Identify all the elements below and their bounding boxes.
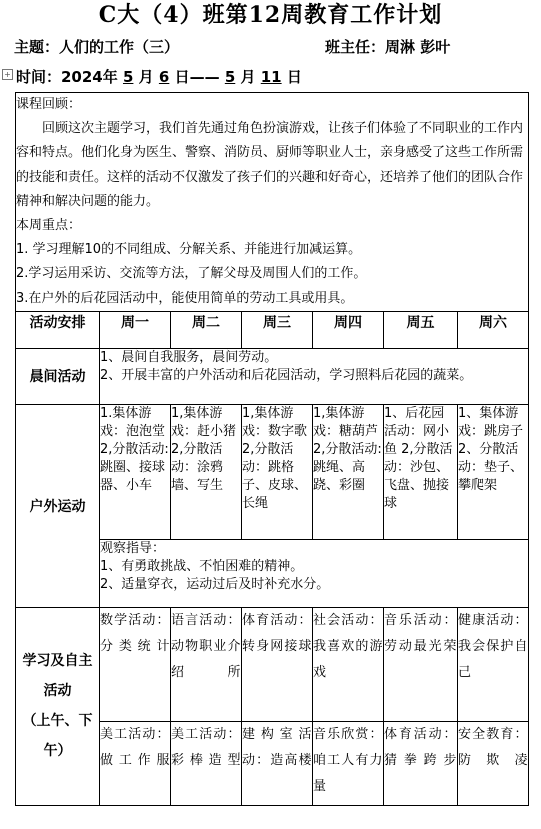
day-wednesday: 周三 <box>242 311 313 348</box>
focus-item-3: 3.在户外的后花园活动中，能使用简单的劳动工具或用具。 <box>16 290 354 306</box>
day-dash: 日—— <box>174 68 220 86</box>
end-month: 5 <box>224 68 236 86</box>
study-wed-2: 建构室活动：造高楼 <box>242 721 313 805</box>
study-mon-1: 数学活动：分类统计 <box>100 607 171 721</box>
study-label <box>16 607 100 805</box>
outdoor-thursday: 1,集体游戏：糖葫芦 2,分散活动:跳绳、高跷、彩圈 <box>313 404 384 539</box>
study-tue-2: 美工活动：彩棒造型 <box>171 721 242 805</box>
date-range <box>16 67 302 87</box>
outdoor-label: 户外运动 <box>16 404 100 607</box>
study-tue-1: 语言活动：动物职业介绍所 <box>171 607 242 721</box>
end-day: 11 <box>260 68 282 86</box>
day-saturday: 周六 <box>458 311 529 348</box>
day-friday: 周五 <box>384 311 458 348</box>
study-label-time: （上午、下午） <box>22 713 93 760</box>
outdoor-friday: 1、后花园活动：网小鱼 2,分散活动：沙包、飞盘、抛接球 <box>384 404 458 539</box>
plan-table <box>15 92 529 806</box>
date-prefix: 时间：2024年 <box>16 68 118 86</box>
page-title: C大（4）班第12周教育工作计划 <box>98 2 443 28</box>
outdoor-monday: 1.集体游戏：泡泡堂 2,分散活动:跳圈、接球器、小车 <box>100 404 171 539</box>
theme-label: 主题：人们的工作（三） <box>14 38 180 56</box>
day-thursday: 周四 <box>313 311 384 348</box>
day-tuesday: 周二 <box>171 311 242 348</box>
review-body: 回顾这次主题学习，我们首先通过角色扮演游戏，让孩子们体验了不同职业的工作内容和特点。他们化身为医生、警察、消防员、厨师等职业人士，亲身感受了这些工作所需的技能和责任。这样的活动不仅激发了孩子们的兴趣和好奇心，还培养了他们的团队合作精神和解决问题的能力。 <box>16 121 524 209</box>
focus-item-1: 1. 学习理解10的不同组成、分解关系、并能进行加减运算。 <box>16 242 362 258</box>
review-heading: 课程回顾： <box>16 97 82 112</box>
study-thu-2: 音乐欣赏：咱工人有力量 <box>313 721 384 805</box>
course-review <box>16 93 529 312</box>
outdoor-tuesday: 1,集体游戏：赶小猪 2,分散活动：涂鸦墙、写生 <box>171 404 242 539</box>
move-handle-icon[interactable]: + <box>2 69 13 80</box>
start-month: 5 <box>122 68 134 86</box>
morning-line-1: 1、晨间自我服务，晨间劳动。 <box>100 349 278 365</box>
observe-line-2: 2、适量穿衣，运动过后及时补充水分。 <box>100 576 330 592</box>
day-monday: 周一 <box>100 311 171 348</box>
study-fri-2: 体育活动：猜拳跨步 <box>384 721 458 805</box>
study-thu-1: 社会活动：我喜欢的游戏 <box>313 607 384 721</box>
observe-heading: 观察指导： <box>100 540 166 556</box>
morning-line-2: 2、开展丰富的户外活动和后花园活动，学习照料后花园的蔬菜。 <box>100 367 473 383</box>
day-char: 日 <box>286 68 302 86</box>
study-fri-1: 音乐活动：劳动最光荣 <box>384 607 458 721</box>
month-char-1: 月 <box>138 68 154 86</box>
observation-guidance <box>100 539 529 607</box>
study-sat-2: 安全教育：防欺凌 <box>458 721 529 805</box>
study-label-main: 学习及自主活动 <box>22 653 93 700</box>
observe-line-1: 1、有勇敢挑战、不怕困难的精神。 <box>100 558 304 574</box>
outdoor-wednesday: 1,集体游戏：数字歌 2,分散活动：跳格子、皮球、长绳 <box>242 404 313 539</box>
schedule-label: 活动安排 <box>16 311 100 348</box>
study-wed-1: 体育活动：转身网接球 <box>242 607 313 721</box>
focus-heading: 本周重点： <box>16 218 82 234</box>
morning-activities <box>100 348 529 404</box>
teacher-label: 班主任：周淋 彭叶 <box>325 38 451 56</box>
month-char-2: 月 <box>240 68 256 86</box>
outdoor-saturday: 1、集体游戏：跳房子 2、分散活动：垫子、攀爬架 <box>458 404 529 539</box>
morning-label: 晨间活动 <box>16 348 100 404</box>
study-mon-2: 美工活动：做工作服 <box>100 721 171 805</box>
start-day: 6 <box>158 68 170 86</box>
focus-item-2: 2.学习运用采访、交流等方法，了解父母及周围人们的工作。 <box>16 266 367 282</box>
study-sat-1: 健康活动：我会保护自己 <box>458 607 529 721</box>
